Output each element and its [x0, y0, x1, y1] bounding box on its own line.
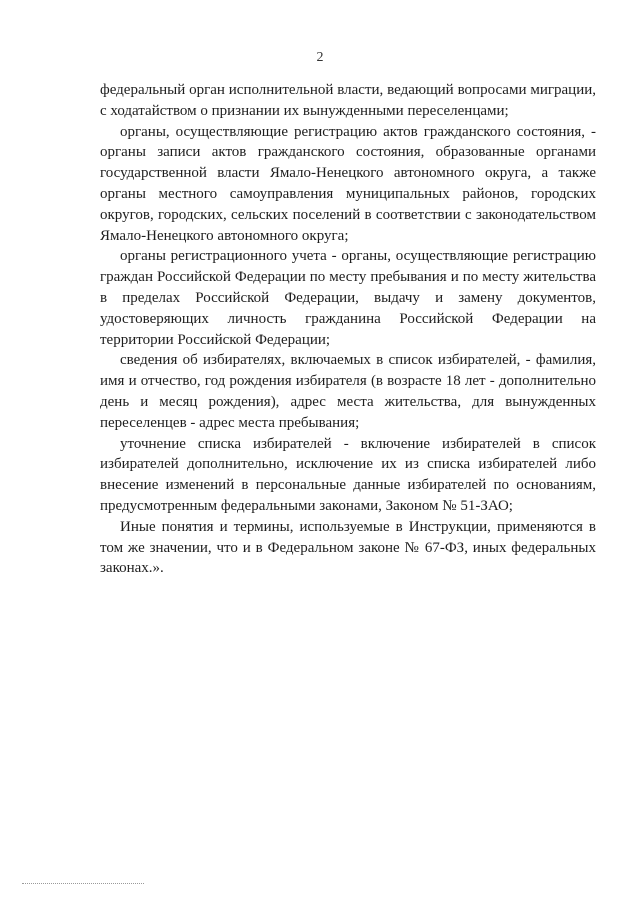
page-number: 2 [316, 50, 324, 65]
paragraph-list-refinement: уточнение списка избирателей - включение избирателей в список избирателей дополнительно, исключение их из списка избирателей либо внесение изменений в персональные данные избирателей по основаниям, предусмотренным федеральными законами, Законом № 51-ЗАО; [100, 435, 596, 514]
document-body [100, 80, 596, 579]
paragraph-other-terms: Иные понятия и термины, используемые в Инструкции, применяются в том же значении, что и в Федеральном законе № 67-ФЗ, иных федеральных законах.». [100, 518, 596, 577]
paragraph-registration-authorities: органы регистрационного учета - органы, осуществляющие регистрацию граждан Российской Федерации по месту пребывания и по месту жительства в пределах Российской Федерации, выдачу и замену документов, удостоверяющих личность гражданина Российской Федерации на территории Российской Федерации; [100, 248, 596, 348]
paragraph-voter-information: сведения об избирателях, включаемых в список избирателей, - фамилия, имя и отчество, год рождения избирателя (в возрасте 18 лет - дополнительно день и месяц рождения), адрес места жительства, для вынужденных переселенцев - адрес места пребывания; [100, 352, 596, 431]
footer-dotted-line [22, 883, 144, 884]
paragraph-civil-registry: органы, осуществляющие регистрацию актов гражданского состояния, - органы записи актов гражданского состояния, образованные органами государственной власти Ямало-Ненецкого автономного округа, а также органы местного самоуправления муниципальных районов, городских округов, городских, сельских поселений в соответствии с законодательством Ямало-Ненецкого автономного округа; [100, 123, 596, 244]
paragraph-migration-authority: федеральный орган исполнительной власти, ведающий вопросами миграции, с ходатайством о признании их вынужденными переселенцами; [100, 82, 596, 119]
